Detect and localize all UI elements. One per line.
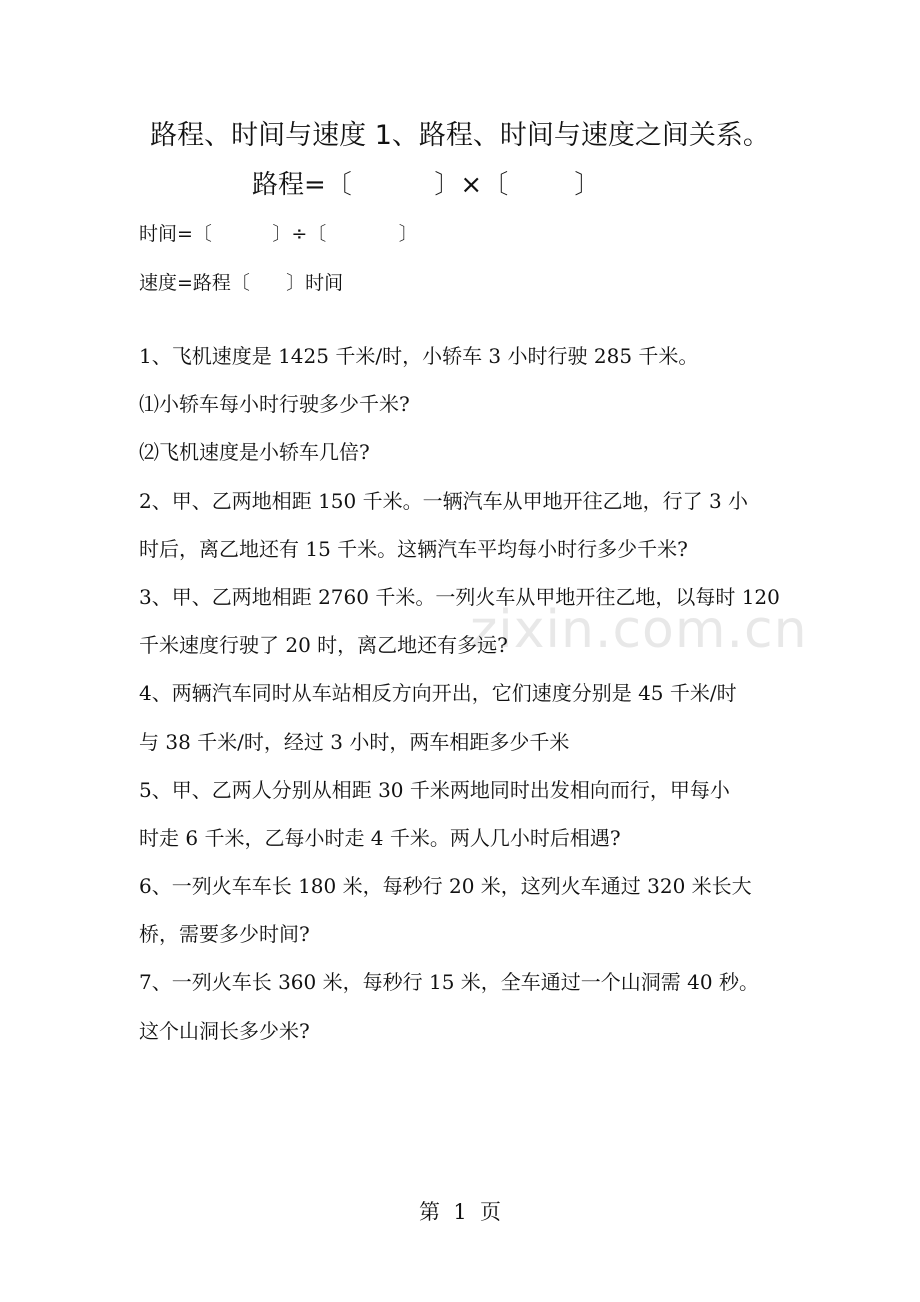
- formula-speed: 速度=路程〔 〕时间: [139, 272, 344, 294]
- page-number: 第 1 页: [418, 1200, 502, 1224]
- problem-line: 千米速度行驶了 20 时，离乙地还有多远?: [139, 633, 508, 657]
- problem-line: 1、飞机速度是 1425 千米/时，小轿车 3 小时行驶 285 千米。: [139, 344, 699, 368]
- formula-time: 时间=〔 〕÷〔 〕: [139, 223, 418, 245]
- formula-distance: 路程=〔 〕×〔 〕: [252, 170, 601, 200]
- problem-line: 这个山洞长多少米?: [139, 1019, 310, 1043]
- watermark: zixin.com.cn: [470, 600, 808, 660]
- problem-line: ⑵飞机速度是小轿车几倍?: [139, 440, 370, 464]
- problem-line: 时后，离乙地还有 15 千米。这辆汽车平均每小时行多少千米?: [139, 537, 688, 561]
- problem-line: 与 38 千米/时，经过 3 小时，两车相距多少千米: [139, 730, 570, 754]
- problem-line: ⑴小轿车每小时行驶多少千米?: [139, 392, 410, 416]
- problem-line: 2、甲、乙两地相距 150 千米。一辆汽车从甲地开往乙地，行了 3 小: [139, 489, 749, 513]
- problem-line: 5、甲、乙两人分别从相距 30 千米两地同时出发相向而行，甲每小: [139, 778, 730, 802]
- page-title: 路程、时间与速度 1、路程、时间与速度之间关系。: [150, 120, 770, 151]
- problem-line: 3、甲、乙两地相距 2760 千米。一列火车从甲地开往乙地，以每时 120: [139, 585, 780, 609]
- problem-line: 时走 6 千米，乙每小时走 4 千米。两人几小时后相遇?: [139, 826, 621, 850]
- problem-line: 桥，需要多少时间?: [139, 922, 310, 946]
- problem-line: 4、两辆汽车同时从车站相反方向开出，它们速度分别是 45 千米/时: [139, 681, 737, 705]
- problem-line: 7、一列火车长 360 米，每秒行 15 米，全车通过一个山洞需 40 秒。: [139, 970, 759, 994]
- problem-line: 6、一列火车车长 180 米，每秒行 20 米，这列火车通过 320 米长大: [139, 874, 752, 898]
